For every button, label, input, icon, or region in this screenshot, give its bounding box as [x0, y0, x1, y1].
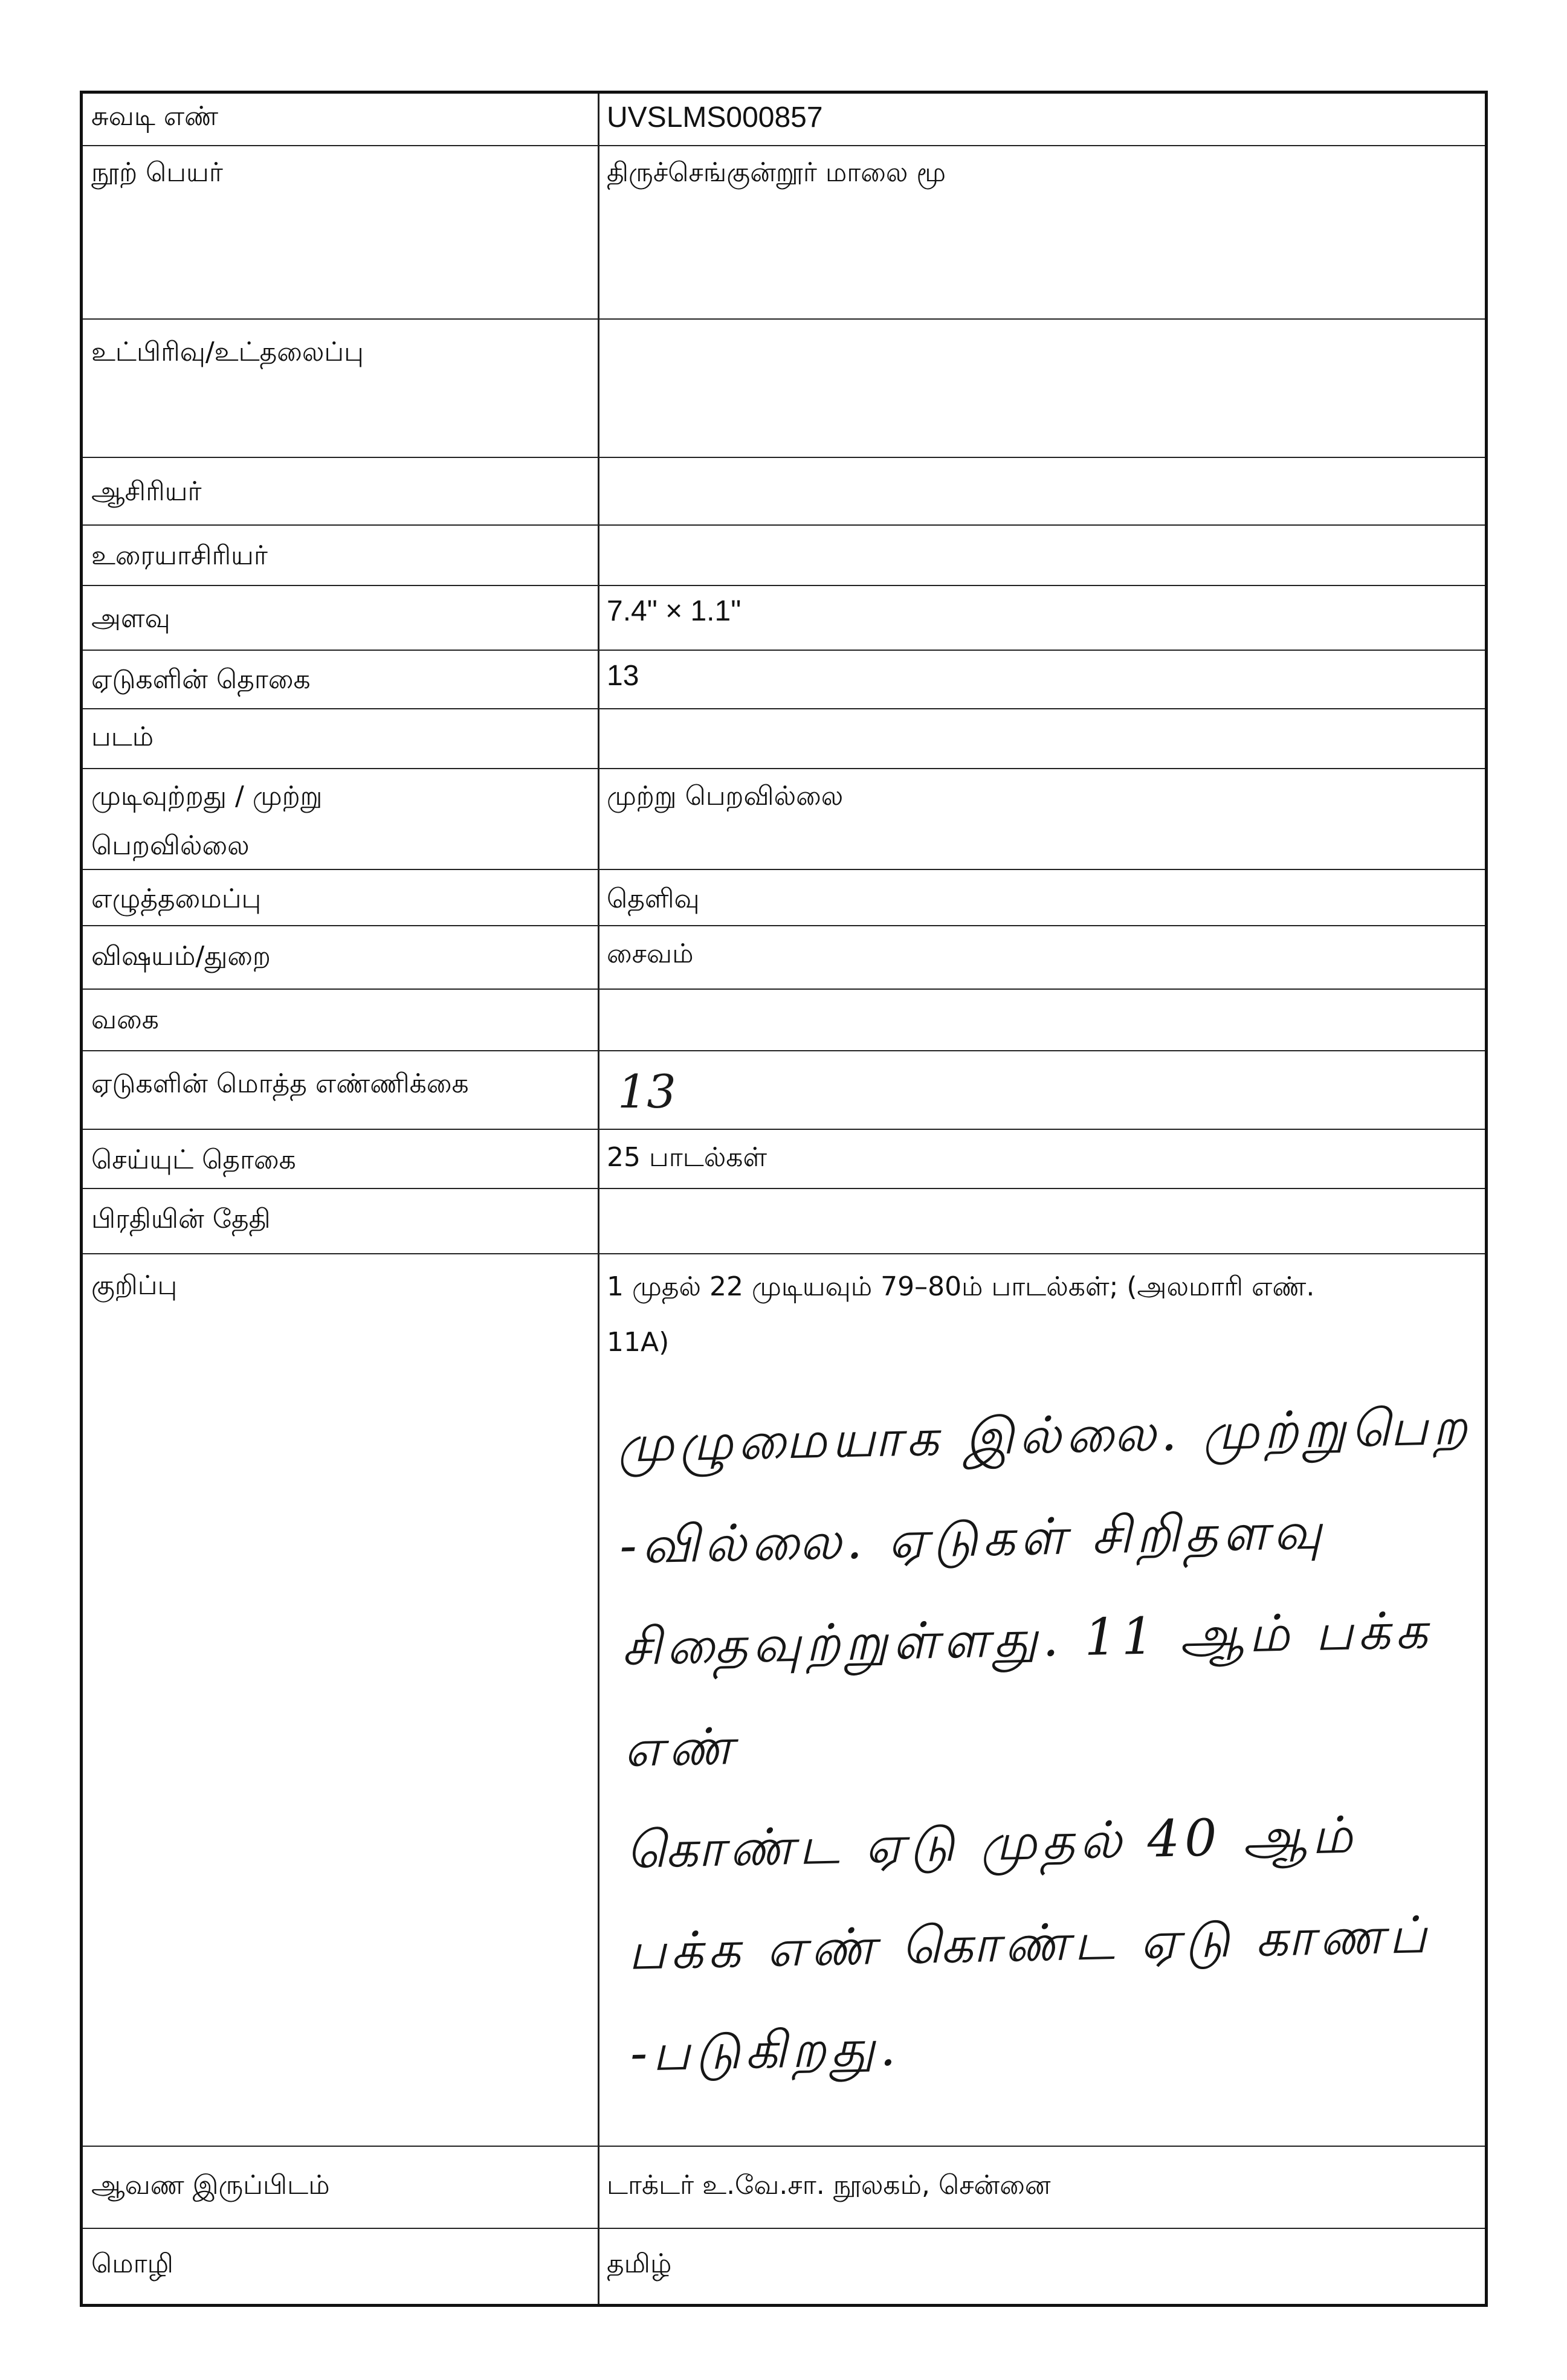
row-manuscript-number: [83, 94, 1485, 146]
label-illustration: படம்: [91, 721, 154, 752]
catalog-record-table: [80, 91, 1488, 2307]
row-category: [83, 990, 1485, 1051]
value-manuscript-number: UVSLMS000857: [607, 102, 823, 134]
value-language: தமிழ்: [607, 2248, 672, 2279]
label-script: எழுத்தமைப்பு: [91, 883, 262, 914]
value-archive-location: டாக்டர் உ.வே.சா. நூலகம், சென்னை: [607, 2170, 1051, 2201]
row-title: [83, 146, 1485, 320]
value-subject: சைவம்: [607, 938, 694, 969]
handwritten-note: முழுமையாக இல்லை. முற்றுபெற -வில்லை. ஏடுகள் சிறிதளவு சிதைவுற்றுள்ளது. 11 ஆம் பக்க எண் கொண்ட ஏடு முதல் 40 ஆம் பக்க எண் கொண்ட ஏடு காணப் -படுகிறது.: [616, 1396, 1473, 2083]
label-subject: விஷயம்/துறை: [91, 941, 271, 972]
label-commentator: உரையாசிரியர்: [91, 540, 268, 571]
label-archive-location: ஆவண இருப்பிடம்: [91, 2170, 330, 2201]
label-category: வகை: [91, 1004, 159, 1035]
row-size: [83, 586, 1485, 651]
row-verse-count: [83, 1130, 1485, 1189]
label-copy-date: பிரதியின் தேதி: [91, 1204, 271, 1234]
row-subject: [83, 926, 1485, 990]
row-copy-date: [83, 1189, 1485, 1254]
row-notes: [83, 1254, 1485, 2147]
label-completion: முடிவுற்றது / முற்று பெறவில்லை: [91, 781, 323, 861]
row-illustration: [83, 709, 1485, 769]
value-verse-count: 25 பாடல்கள்: [607, 1142, 767, 1173]
value-total-leaves: 13: [618, 1065, 676, 1118]
row-commentator: [83, 526, 1485, 586]
value-title: திருச்செங்குன்றூர் மாலை மூ: [607, 157, 946, 188]
value-notes: 1 முதல் 22 முடியவும் 79–80ம் பாடல்கள்; (அலமாரி எண். 11A): [607, 1271, 1315, 1358]
label-language: மொழி: [91, 2248, 173, 2279]
row-leaf-count: [83, 651, 1485, 709]
label-author: ஆசிரியர்: [91, 476, 202, 507]
row-archive-location: [83, 2147, 1485, 2229]
row-language: [83, 2229, 1485, 2304]
value-script: தெளிவு: [607, 883, 700, 914]
row-author: [83, 458, 1485, 526]
value-leaf-count: 13: [607, 660, 639, 692]
label-total-leaves: ஏடுகளின் மொத்த எண்ணிக்கை: [91, 1068, 469, 1099]
label-verse-count: செய்யுட் தொகை: [91, 1144, 296, 1175]
row-total-leaves: [83, 1051, 1485, 1130]
row-completion: [83, 769, 1485, 870]
label-manuscript-number: சுவடி எண்: [91, 101, 219, 132]
value-completion: முற்று பெறவில்லை: [607, 781, 844, 811]
label-size: அளவு: [91, 603, 170, 634]
label-title: நூற் பெயர்: [91, 157, 223, 188]
row-subtitle: [83, 320, 1485, 458]
label-leaf-count: ஏடுகளின் தொகை: [91, 664, 311, 695]
label-subtitle: உட்பிரிவு/உட்தலைப்பு: [91, 337, 364, 367]
label-notes: குறிப்பு: [91, 1270, 178, 1301]
row-script: [83, 870, 1485, 926]
value-size: 7.4" × 1.1": [607, 595, 741, 627]
